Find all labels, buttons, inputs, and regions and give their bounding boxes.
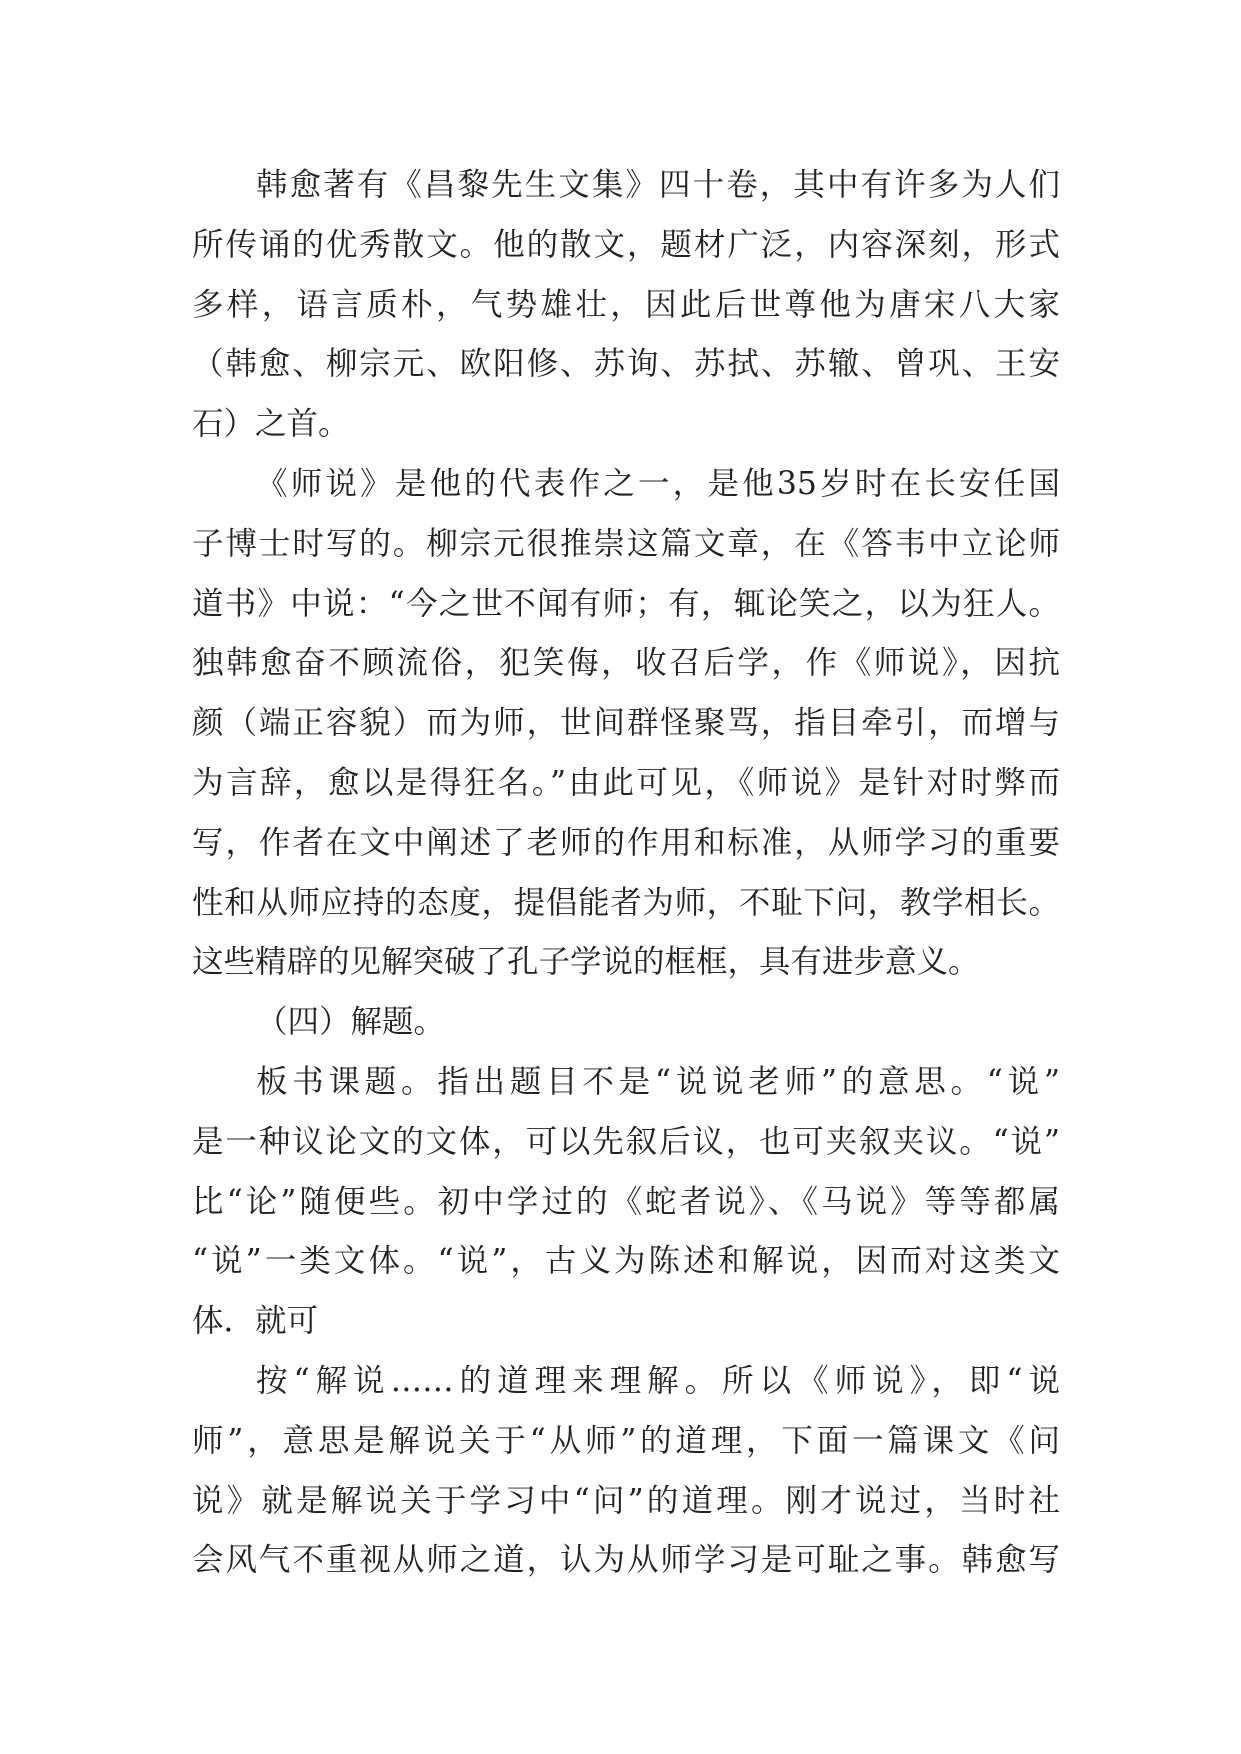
text-line: 道书》中说：“今之世不闻有师；有，辄论笑之，以为狂人。 [192,585,1060,622]
text-line: 这些精辟的见解突破了孔子学说的框框，具有进步意义。 [192,944,980,981]
text-line: 独韩愈奋不顾流俗，犯笑侮，收召后学，作《师说》，因抗 [192,645,1060,682]
text-line: 性和从师应持的态度，提倡能者为师，不耻下问，教学相长。 [192,884,1060,921]
text-line: 是一种议论文的文体，可以先叙后议，也可夹叙夹议。“说” [192,1123,1060,1160]
text-line: 说》就是解说关于学习中“问”的道理。刚才说过，当时社 [192,1482,1060,1519]
text-line: 师”，意思是解说关于“从师”的道理，下面一篇课文《问 [192,1422,1060,1459]
section-heading [192,993,1060,1053]
text-line: 写，作者在文中阐述了老师的作用和标准，从师学习的重要 [192,824,1060,861]
text-line: 按“解说……的道理来理解。所以《师说》，即“说 [256,1362,1060,1399]
text-line: “说”一类文体。“说”，古义为陈述和解说，因而对这类文 [192,1243,1060,1280]
text-line: 子博士时写的。柳宗元很推崇这篇文章，在《答韦中立论师 [192,525,1060,562]
paragraph [192,455,1060,993]
text-line: （韩愈、柳宗元、欧阳修、苏询、苏拭、苏辙、曾巩、王安 [192,346,1060,383]
body-text [192,156,1060,1591]
text-line: 韩愈著有《昌黎先生文集》四十卷，其中有许多为人们 [256,167,1060,203]
text-line: 为言辞，愈以是得狂名。”由此可见，《师说》是针对时弊而 [192,764,1060,801]
text-line: 《师说》是他的代表作之一，是他35岁时在长安任国 [256,465,1060,502]
text-line: 所传诵的优秀散文。他的散文，题材广泛，内容深刻，形式 [192,226,1060,263]
text-line: 颜（端正容貌）而为师，世间群怪聚骂，指目牵引，而增与 [192,705,1060,742]
text-line: 板书课题。指出题目不是“说说老师”的意思。“说” [256,1063,1060,1100]
paragraph [192,1053,1060,1352]
text-line: 会风气不重视从师之道，认为从师学习是可耻之事。韩愈写 [192,1542,1060,1579]
paragraph [192,1352,1060,1591]
text-line: 多样，语言质朴，气势雄壮，因此后世尊他为唐宋八大家 [192,286,1060,323]
text-line: 比“论”随便些。初中学过的《蛇者说》、《马说》等等都属 [192,1183,1060,1220]
text-line: 石）之首。 [192,406,350,443]
paragraph [192,156,1060,455]
text-line: 体．就可 [192,1303,319,1340]
text-line: （四）解题。 [256,1004,446,1041]
